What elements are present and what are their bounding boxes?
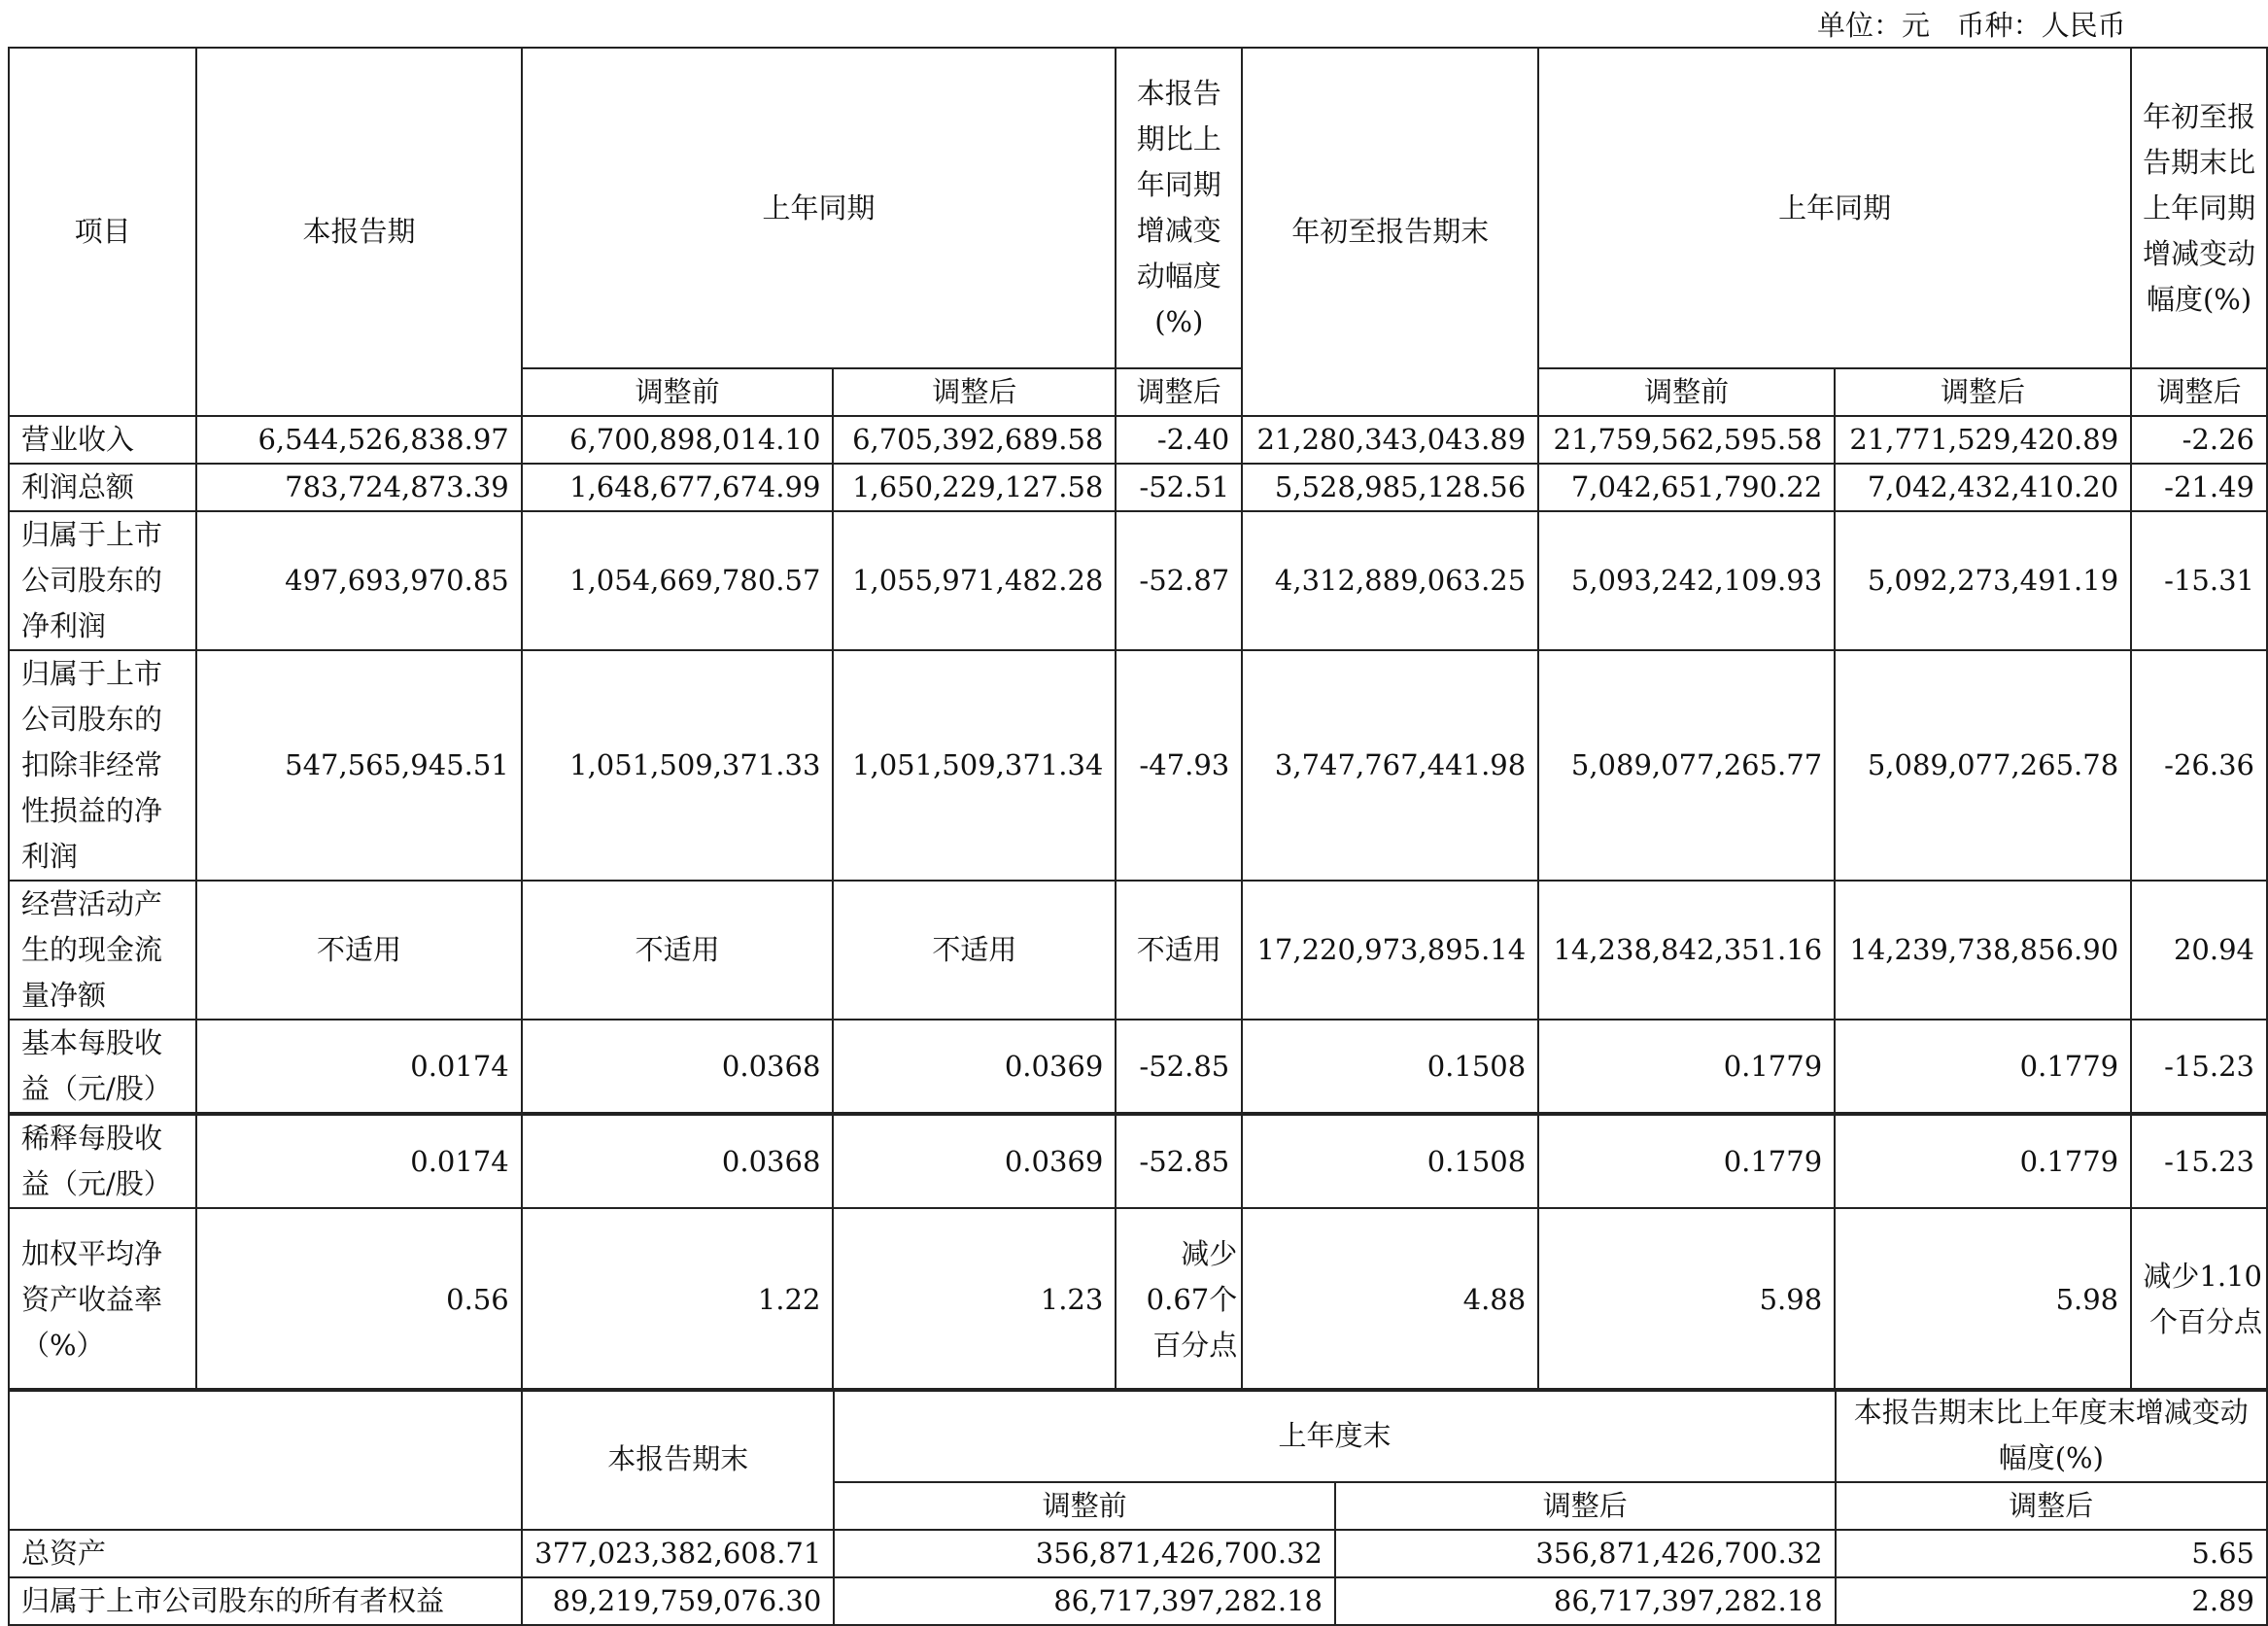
subheader-after-adjustment: 调整后: [1335, 1482, 1836, 1530]
header-row: [9, 48, 2267, 368]
cell-change: -52.51: [1116, 464, 1242, 511]
cell-prev-before-ytd: 14,238,842,351.16: [1538, 881, 1835, 1020]
cell-prev-after-ytd: 5,092,273,491.19: [1835, 511, 2131, 650]
cell-current: 547,565,945.51: [196, 650, 522, 881]
header-prev-same-period: 上年同期: [522, 48, 1117, 368]
cell-ytd: 4,312,889,063.25: [1242, 511, 1538, 650]
cell-current: 0.56: [196, 1208, 522, 1391]
cell-prev-before: 0.0368: [522, 1020, 834, 1114]
row-label: 基本每股收益（元/股）: [9, 1020, 196, 1114]
table-row: [9, 1577, 2267, 1625]
cell-prev-before: 356,871,426,700.32: [834, 1530, 1335, 1577]
cell-prev-after-ytd: 14,239,738,856.90: [1835, 881, 2131, 1020]
cell-prev-before-ytd: 7,042,651,790.22: [1538, 464, 1835, 511]
cell-change-ytd: -15.31: [2131, 511, 2267, 650]
cell-prev-after: 1.23: [833, 1208, 1116, 1391]
cell-prev-after-ytd: 5,089,077,265.78: [1835, 650, 2131, 881]
cell-prev-after-ytd: 7,042,432,410.20: [1835, 464, 2131, 511]
cell-prev-after: 不适用: [833, 881, 1116, 1020]
cell-change-ytd: 20.94: [2131, 881, 2267, 1020]
row-label: 归属于上市公司股东的扣除非经常性损益的净利润: [9, 650, 196, 881]
cell-prev-after: 356,871,426,700.32: [1335, 1530, 1836, 1577]
table-row: [9, 881, 2267, 1020]
cell-prev-after-ytd: 0.1779: [1835, 1020, 2131, 1114]
cell-prev-before-ytd: 21,759,562,595.58: [1538, 416, 1835, 464]
header-row: [9, 1389, 2267, 1482]
cell-prev-after: 0.0369: [833, 1114, 1116, 1208]
row-label: 利润总额: [9, 464, 196, 511]
cell-change-ytd: -15.23: [2131, 1114, 2267, 1208]
subheader-after-adjustment-change-ytd: 调整后: [2131, 368, 2267, 416]
header-change-pct-ytd: 年初至报告期末比上年同期增减变动幅度(%): [2131, 48, 2267, 368]
cell-change: 减少0.67个百分点: [1116, 1208, 1242, 1391]
cell-change: 不适用: [1116, 881, 1242, 1020]
cell-change-ytd: -2.26: [2131, 416, 2267, 464]
header-period-end: 本报告期末: [522, 1389, 834, 1530]
table-row: [9, 650, 2267, 881]
header-change-pct: 本报告期比上年同期增减变动幅度(%): [1116, 48, 1242, 368]
header-current-period: 本报告期: [196, 48, 522, 416]
row-label: 归属于上市公司股东的所有者权益: [9, 1577, 522, 1625]
cell-prev-after: 1,650,229,127.58: [833, 464, 1116, 511]
balance-sheet-table: [8, 1388, 2268, 1626]
cell-prev-after: 0.0369: [833, 1020, 1116, 1114]
cell-prev-after: 6,705,392,689.58: [833, 416, 1116, 464]
cell-prev-after: 86,717,397,282.18: [1335, 1577, 1836, 1625]
cell-change-ytd: 减少1.10个百分点: [2131, 1208, 2267, 1391]
cell-ytd: 21,280,343,043.89: [1242, 416, 1538, 464]
cell-change: -52.85: [1116, 1114, 1242, 1208]
cell-ytd: 0.1508: [1242, 1020, 1538, 1114]
cell-current: 6,544,526,838.97: [196, 416, 522, 464]
cell-prev-before: 1,648,677,674.99: [522, 464, 834, 511]
cell-change-ytd: -15.23: [2131, 1020, 2267, 1114]
subheader-after-adjustment-change: 调整后: [1116, 368, 1242, 416]
cell-prev-after-ytd: 0.1779: [1835, 1114, 2131, 1208]
row-label: 归属于上市公司股东的净利润: [9, 511, 196, 650]
cell-prev-after-ytd: 5.98: [1835, 1208, 2131, 1391]
cell-prev-before-ytd: 5,093,242,109.93: [1538, 511, 1835, 650]
subheader-after-adjustment-change: 调整后: [1836, 1482, 2267, 1530]
cell-prev-before: 86,717,397,282.18: [834, 1577, 1335, 1625]
cell-current: 不适用: [196, 881, 522, 1020]
cell-prev-before: 6,700,898,014.10: [522, 416, 834, 464]
table-row: [9, 1114, 2267, 1208]
row-label: 加权平均净资产收益率（%）: [9, 1208, 196, 1391]
cell-change: -52.85: [1116, 1020, 1242, 1114]
cell-change: -52.87: [1116, 511, 1242, 650]
subheader-before-adjustment: 调整前: [522, 368, 834, 416]
header-item-empty: [9, 1389, 522, 1530]
cell-ytd: 4.88: [1242, 1208, 1538, 1391]
cell-prev-before: 1,051,509,371.33: [522, 650, 834, 881]
subheader-after-adjustment: 调整后: [833, 368, 1116, 416]
cell-prev-before: 不适用: [522, 881, 834, 1020]
cell-period-end: 89,219,759,076.30: [522, 1577, 834, 1625]
table-row: [9, 1020, 2267, 1114]
cell-period-end: 377,023,382,608.71: [522, 1530, 834, 1577]
subheader-before-adjustment-ytd: 调整前: [1538, 368, 1835, 416]
row-label: 总资产: [9, 1530, 522, 1577]
cell-prev-after: 1,055,971,482.28: [833, 511, 1116, 650]
cell-change: -47.93: [1116, 650, 1242, 881]
subheader-before-adjustment: 调整前: [834, 1482, 1335, 1530]
cell-ytd: 17,220,973,895.14: [1242, 881, 1538, 1020]
header-item: 项目: [9, 48, 196, 416]
unit-currency-note: 单位：元 币种：人民币: [1817, 9, 2126, 42]
table-row: [9, 464, 2267, 511]
cell-prev-before-ytd: 0.1779: [1538, 1020, 1835, 1114]
row-label: 稀释每股收益（元/股）: [9, 1114, 196, 1208]
table-row: [9, 511, 2267, 650]
cell-prev-after: 1,051,509,371.34: [833, 650, 1116, 881]
cell-prev-before-ytd: 5.98: [1538, 1208, 1835, 1391]
cell-change: -2.40: [1116, 416, 1242, 464]
cell-current: 0.0174: [196, 1020, 522, 1114]
header-change-pct: 本报告期末比上年度末增减变动幅度(%): [1836, 1389, 2267, 1482]
cell-prev-before-ytd: 0.1779: [1538, 1114, 1835, 1208]
cell-current: 0.0174: [196, 1114, 522, 1208]
table-row: [9, 416, 2267, 464]
cell-ytd: 5,528,985,128.56: [1242, 464, 1538, 511]
row-label: 经营活动产生的现金流量净额: [9, 881, 196, 1020]
cell-change-ytd: -26.36: [2131, 650, 2267, 881]
cell-current: 783,724,873.39: [196, 464, 522, 511]
row-label: 营业收入: [9, 416, 196, 464]
cell-change: 5.65: [1836, 1530, 2267, 1577]
cell-ytd: 3,747,767,441.98: [1242, 650, 1538, 881]
key-financial-data-table: [8, 47, 2268, 1392]
cell-change: 2.89: [1836, 1577, 2267, 1625]
cell-current: 497,693,970.85: [196, 511, 522, 650]
header-prev-same-period-ytd: 上年同期: [1538, 48, 2131, 368]
header-ytd: 年初至报告期末: [1242, 48, 1538, 416]
table-row: [9, 1208, 2267, 1391]
cell-prev-before: 1,054,669,780.57: [522, 511, 834, 650]
cell-prev-before-ytd: 5,089,077,265.77: [1538, 650, 1835, 881]
cell-change-ytd: -21.49: [2131, 464, 2267, 511]
cell-prev-after-ytd: 21,771,529,420.89: [1835, 416, 2131, 464]
cell-prev-before: 1.22: [522, 1208, 834, 1391]
cell-prev-before: 0.0368: [522, 1114, 834, 1208]
table-row: [9, 1530, 2267, 1577]
subheader-after-adjustment-ytd: 调整后: [1835, 368, 2131, 416]
header-prev-year-end: 上年度末: [834, 1389, 1835, 1482]
cell-ytd: 0.1508: [1242, 1114, 1538, 1208]
